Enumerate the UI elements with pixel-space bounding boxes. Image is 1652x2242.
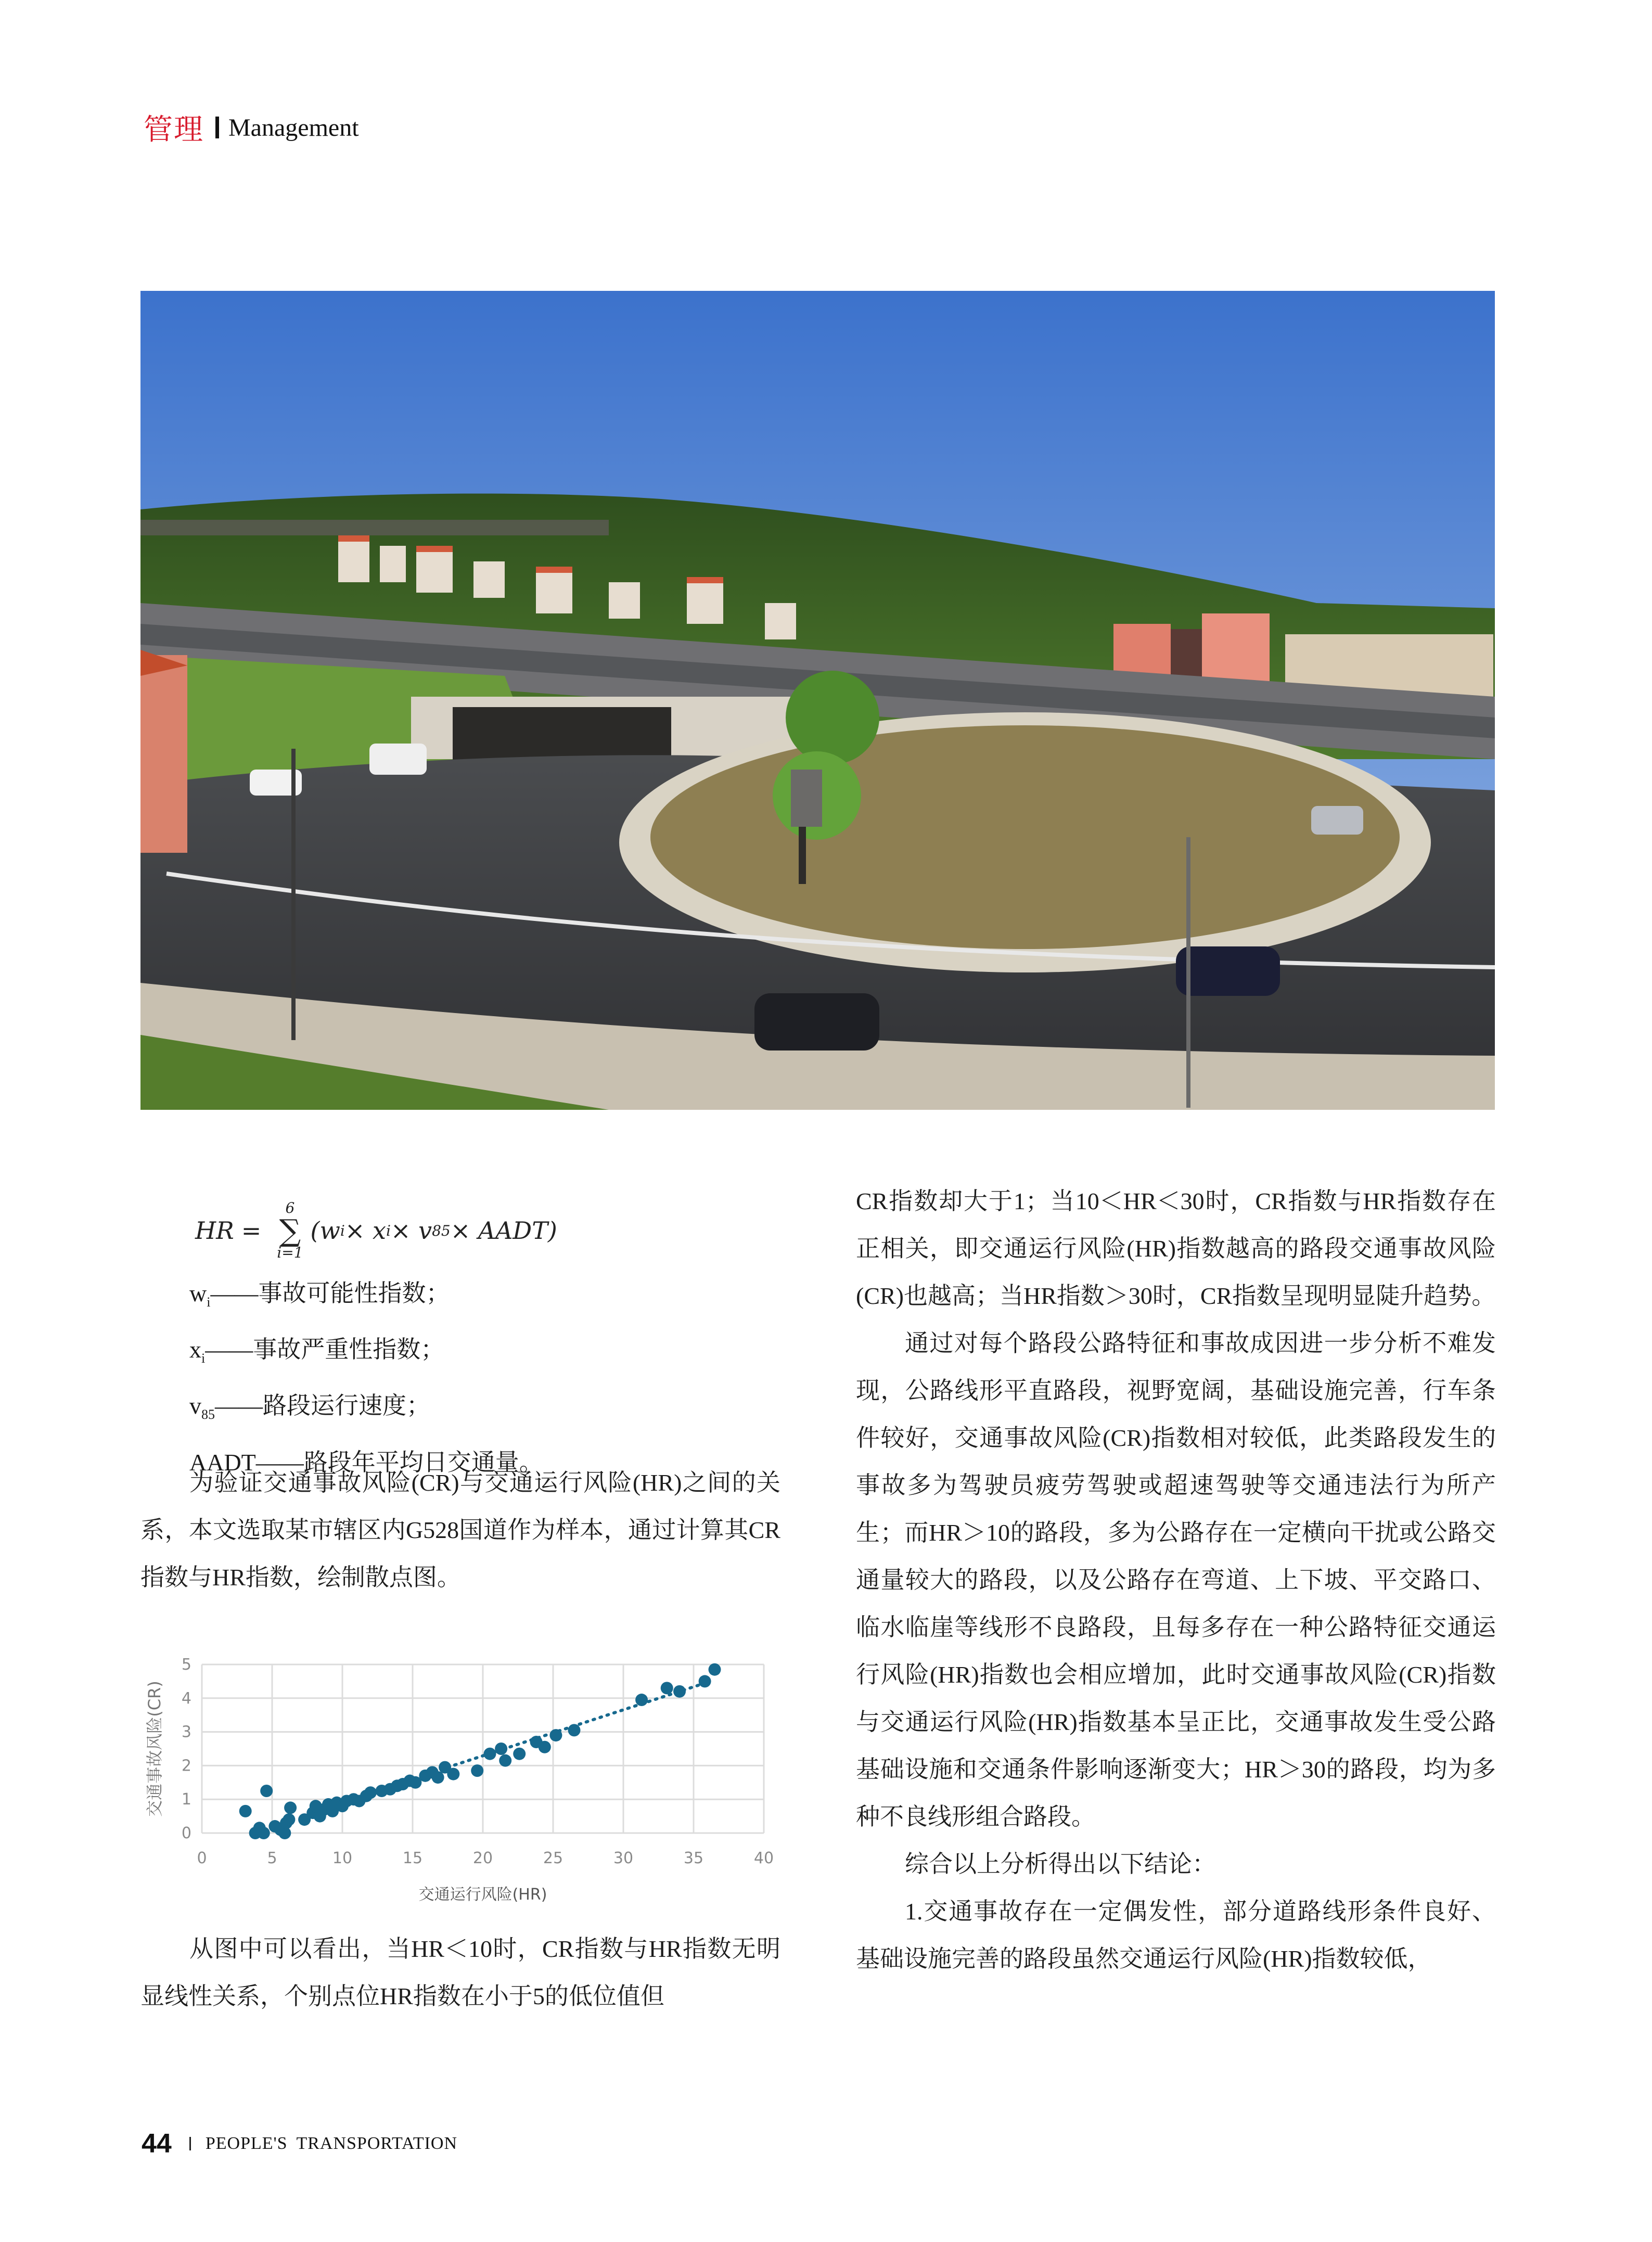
y-tick-label: 5 <box>181 1656 191 1674</box>
formula-w: (w <box>310 1216 340 1245</box>
y-axis-label: 交通事故风险(CR) <box>145 1681 164 1817</box>
data-point <box>495 1743 507 1755</box>
data-point <box>673 1685 686 1698</box>
hr-formula <box>195 1192 557 1270</box>
data-point <box>239 1805 252 1817</box>
sum-lower-limit: i=1 <box>277 1244 303 1261</box>
section-header <box>144 104 359 151</box>
data-point <box>258 1827 270 1839</box>
data-point <box>709 1663 721 1676</box>
x-tick-label: 5 <box>267 1849 277 1867</box>
footer-divider <box>189 2137 191 2150</box>
y-tick-label: 0 <box>181 1824 191 1842</box>
header-divider <box>215 117 219 138</box>
y-tick-label: 1 <box>181 1790 191 1809</box>
variable-definitions <box>140 1270 780 1486</box>
section-title-en: Management <box>228 113 359 142</box>
data-point <box>539 1741 551 1753</box>
formula-aadt: × AADT) <box>450 1216 557 1245</box>
data-point <box>471 1764 483 1777</box>
definition-item: $v_{85}——$路段运行速度； <box>189 1392 430 1423</box>
formula-lhs: HR <box>195 1216 234 1245</box>
data-point <box>447 1768 459 1780</box>
page-footer <box>142 2125 457 2162</box>
definition-item: $x_i——$事故严重性指数； <box>189 1336 445 1366</box>
x-tick-label: 20 <box>472 1849 493 1867</box>
data-point <box>364 1786 377 1799</box>
y-tick-label: 3 <box>181 1723 191 1741</box>
y-tick-label: 2 <box>181 1757 191 1775</box>
paragraph: 通过对每个路段公路特征和事故成因进一步分析不难发现，公路线形平直路段，视野宽阔，基础设施完善，行车条件较好，交通事故风险(CR)指数相对较低，此类路段发生的事故多为驾驶员疲劳驾驶或超速驾驶等交通违法行为所产生；而HR＞10的路段，多为公路存在一定横向干扰或公路交通量较大的路段，以及公路存在弯道、上下坡、平交路口、临水临崖等线形不良路段，且每多存在一种公路特征交通运行风险(HR)指数也会相应增加，此时交通事故风险(CR)指数与交通运行风险(HR)指数基本呈正比，交通事故发生受公路基础设施和交通条件影响逐渐变大；HR＞30的路段，均为多种不良线形组合路段。 <box>856 1330 1496 1830</box>
equals-sign: = <box>241 1216 262 1245</box>
data-point <box>284 1801 297 1814</box>
formula-w-sub: i <box>340 1222 345 1239</box>
data-point <box>549 1729 562 1741</box>
photo-illustration <box>140 291 1495 1110</box>
data-point <box>699 1675 711 1687</box>
paragraph: CR指数却大于1；当10＜HR＜30时，CR指数与HR指数存在正相关，即交通运行风险(HR)指数越高的路段交通事故风险(CR)也越高；当HR指数＞30时，CR指数呈现明显陡升趋势。 <box>856 1188 1496 1309</box>
paragraph: 1.交通事故存在一定偶发性，部分道路线形条件良好、基础设施完善的路段虽然交通运行风险(HR)指数较低， <box>856 1898 1496 1972</box>
x-tick-label: 10 <box>332 1849 353 1867</box>
x-tick-label: 35 <box>683 1849 704 1867</box>
formula-x: × x <box>344 1216 386 1245</box>
definition-item: AADT——路段年平均日交通量。 <box>189 1449 543 1476</box>
scatter-chart <box>140 1647 791 1907</box>
x-tick-label: 0 <box>197 1849 207 1867</box>
x-tick-label: 40 <box>753 1849 774 1867</box>
roundabout-photo <box>140 291 1495 1110</box>
paragraph: 为验证交通事故风险(CR)与交通运行风险(HR)之间的关系，本文选取某市辖区内G528国道作为样本，通过计算其CR指数与HR指数，绘制散点图。 <box>140 1469 780 1591</box>
formula-v: × v <box>390 1216 432 1245</box>
x-tick-label: 30 <box>613 1849 634 1867</box>
formula-x-sub: i <box>386 1222 391 1239</box>
data-point <box>260 1785 273 1797</box>
scatter-plot <box>140 1647 791 1907</box>
left-column-top <box>140 1459 780 1601</box>
page-number: 44 <box>142 2129 172 2159</box>
section-title-cn: 管理 <box>144 113 204 147</box>
data-point <box>568 1724 581 1736</box>
x-axis-label: 交通运行风险(HR) <box>418 1886 547 1904</box>
definition-item: $w_i——$事故可能性指数； <box>189 1280 450 1310</box>
data-point <box>283 1813 295 1826</box>
x-tick-label: 25 <box>543 1849 564 1867</box>
data-point <box>513 1748 526 1760</box>
y-tick-label: 4 <box>181 1689 191 1708</box>
left-column-bottom <box>140 1925 780 2020</box>
data-point <box>635 1694 648 1706</box>
sum-upper-limit: 6 <box>285 1199 295 1216</box>
paragraph: 从图中可以看出，当HR＜10时，CR指数与HR指数无明显线性关系，个别点位HR指数在小于5的低位值但 <box>140 1936 780 2009</box>
formula-v-sub: 85 <box>432 1222 451 1239</box>
data-point <box>661 1682 673 1694</box>
paragraph: 综合以上分析得出以下结论： <box>905 1851 1216 1877</box>
sigma-symbol: ∑ <box>279 1213 301 1248</box>
right-column <box>856 1177 1496 1982</box>
magazine-name: PEOPLE'S TRANSPORTATION <box>205 2134 458 2153</box>
x-tick-label: 15 <box>402 1849 423 1867</box>
summation <box>277 1200 303 1261</box>
data-point <box>432 1771 444 1784</box>
data-point <box>484 1748 496 1760</box>
data-point <box>499 1754 511 1767</box>
